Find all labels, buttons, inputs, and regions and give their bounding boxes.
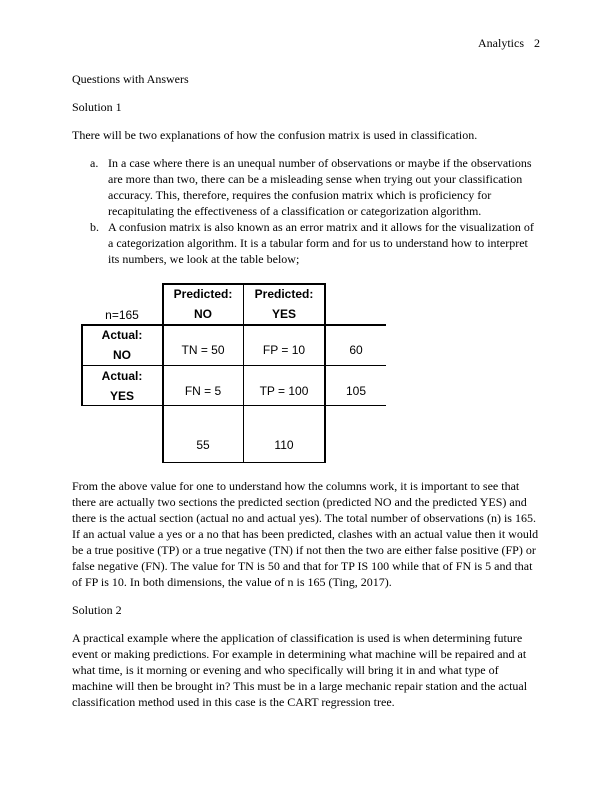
header-actual-yes: Actual: YES bbox=[101, 368, 143, 403]
page-number: 2 bbox=[534, 36, 540, 50]
solution1-intro: There will be two explanations of how the confusion matrix is used in classification. bbox=[72, 128, 478, 142]
n-label: n=165 bbox=[105, 308, 139, 322]
list-marker: a. bbox=[90, 156, 99, 170]
cell-fp: FP = 10 bbox=[262, 343, 306, 357]
list-item-text: In a case where there is an unequal number of observations or maybe if the observations are more than two, there can be a misleading sense when trying out your classification accuracy. This, therefore, requires the confusion matrix which is proficiency for recapitulating the effectiveness of a classification or categorization algorithm. bbox=[108, 156, 532, 218]
col-total-no: 55 bbox=[196, 438, 210, 452]
explanation-list bbox=[72, 155, 540, 267]
confusion-matrix bbox=[72, 283, 392, 463]
list-item bbox=[72, 155, 540, 219]
list-marker: b. bbox=[90, 220, 99, 234]
row-total-no: 60 bbox=[349, 343, 363, 357]
list-item-text: A confusion matrix is also known as an error matrix and it allows for the visualization of a categorization algorithm. It is a tabular form and for us to understand how to interpret its numbers, we look at the table below; bbox=[108, 220, 534, 266]
header-predicted-yes: Predicted: YES bbox=[254, 286, 314, 321]
header-predicted-no: Predicted: NO bbox=[173, 286, 233, 321]
solution1-heading: Solution 1 bbox=[72, 100, 122, 114]
cell-fn: FN = 5 bbox=[184, 384, 222, 398]
page-header bbox=[478, 36, 540, 51]
document-body bbox=[72, 71, 540, 722]
grid-line bbox=[162, 462, 325, 463]
list-item bbox=[72, 219, 540, 267]
cell-tn: TN = 50 bbox=[181, 343, 225, 357]
running-head: Analytics bbox=[478, 36, 524, 50]
confusion-matrix-figure bbox=[72, 283, 540, 463]
col-total-yes: 110 bbox=[274, 438, 294, 452]
solution2-text: A practical example where the application of classification is used is when determining future event or making predictions. For example in determining what machine will be repaired and at what time, is it morning or evening and who specifically will bring it in and what type of machine will then be brought in? This must be in a large mechanic repair station and the actual classification method used in this case is the CART regression tree. bbox=[72, 631, 528, 709]
solution2-heading: Solution 2 bbox=[72, 603, 122, 617]
solution1-explanation: From the above value for one to understand how the columns work, it is important to see that there are actually two sections the predicted section (predicted NO and the predicted YES) and there is the actual section (actual no and actual yes). The total number of observations (n) is 165. If an actual value a yes or a no that has been predicted, clashes with an actual value then it would be a true positive (TP) or a true negative (TN) if not then the two are either false positive (FP) or false negative (FN). The value for TN is 50 and that for TP IS 100 while that of FN is 5 and that of FP is 10. In both dimensions, the value of n is 165 (Ting, 2017). bbox=[72, 479, 539, 589]
section-title: Questions with Answers bbox=[72, 72, 189, 86]
grid-line bbox=[324, 283, 326, 463]
header-actual-no: Actual: NO bbox=[101, 328, 143, 362]
cell-tp: TP = 100 bbox=[259, 384, 309, 398]
row-total-yes: 105 bbox=[345, 384, 367, 398]
